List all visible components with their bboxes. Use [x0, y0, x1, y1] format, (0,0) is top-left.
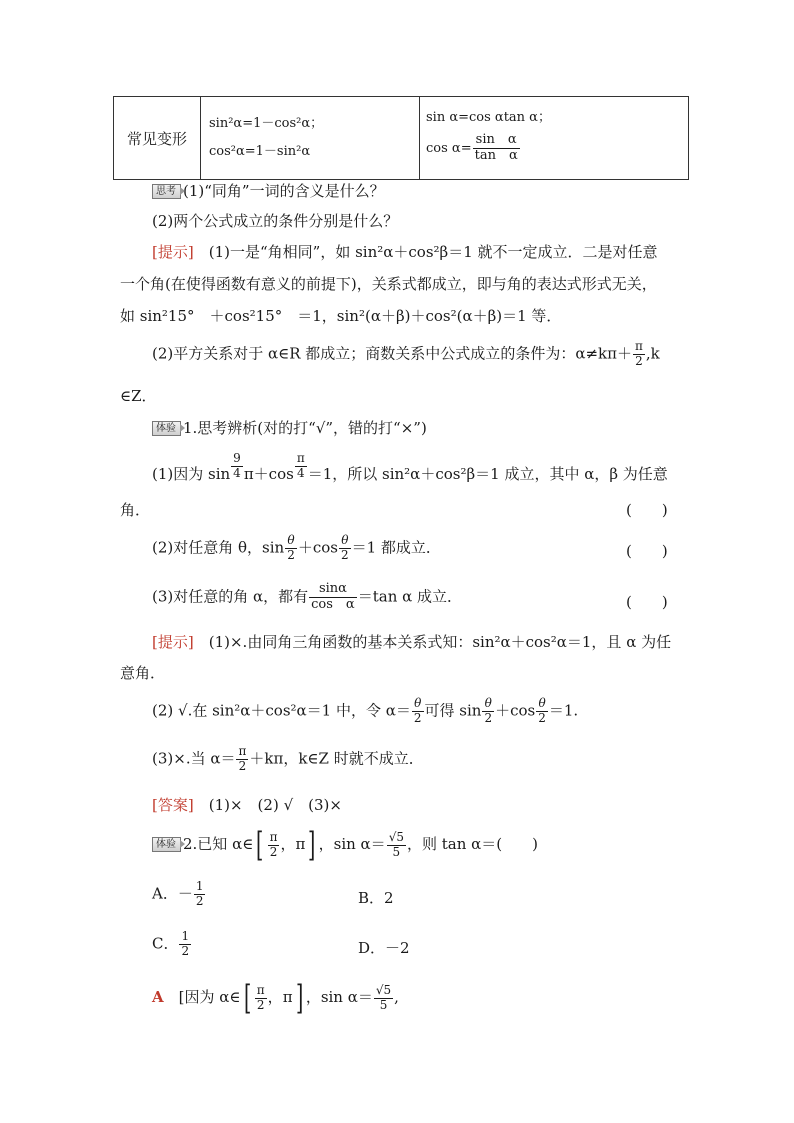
think-tag: 思考	[152, 184, 181, 199]
option-d[interactable]: D．－2	[358, 939, 410, 957]
table-cell-squared	[201, 97, 420, 180]
exp1-statement-1: (1)因为 sin $\frac{9}{4}$ π＋cos $\frac{\pi}{4}$ ＝1，所以 sin²α＋cos²β＝1 成立，其中 α，β 为任意	[152, 451, 668, 483]
option-c[interactable]: C． $\frac{1}{2}$	[152, 929, 190, 958]
option-b[interactable]: B．2	[358, 889, 394, 907]
exp1-hint-1-line2: 意角．	[120, 664, 166, 682]
think-question-2: (2)两个公式成立的条件分别是什么？	[152, 212, 399, 230]
exp1-statement-3: (3)对任意的角 α，都有 $\frac{\sin\alpha}{\text{cos α}}$ ＝tan α 成立．	[152, 581, 463, 612]
answer-paren-2: ( )	[626, 542, 668, 560]
answer-paren-1: ( )	[626, 501, 668, 519]
formula-cos-quotient: cos α= $\frac{\text{sin α}}{\text{tan α}}$	[426, 132, 518, 163]
answer-label: [答案]	[152, 796, 194, 814]
common-transform-table	[113, 96, 689, 180]
think-hint-1-line1: [提示] (1)一是“角相同”，如 sin²α＋cos²β＝1 就不一定成立．二是对任意	[152, 243, 658, 261]
think-question-1: 思考 (1)“同角”一词的含义是什么？	[152, 183, 385, 200]
quotient-denominator: tan α	[474, 148, 518, 163]
think-hint-2-line2: ∈Z．	[120, 387, 157, 405]
think-hint-1-line3: 如 sin²15° ＋cos²15° ＝1，sin²(α＋β)＋cos²(α＋β)＝1 等．	[120, 307, 562, 325]
solution-letter: A	[152, 988, 164, 1006]
hint-label: [提示]	[152, 243, 194, 261]
exp1-statement-2: (2)对任意角 θ，sin $\frac{\theta}{2}$ ＋cos $\frac{\theta}{2}$ ＝1 都成立．	[152, 533, 441, 562]
exp1-statement-1-line2: 角．	[120, 501, 151, 519]
experience-tag-2: 体验	[152, 837, 181, 852]
exp1-hint-3: (3)×.当 α＝ $\frac{\pi}{2}$ ＋kπ，k∈Z 时就不成立．	[152, 744, 424, 773]
formula-cos-squared: cos²α=1－sin²α	[209, 144, 311, 159]
experience-tag: 体验	[152, 421, 181, 436]
exp1-hint-2: (2) √.在 sin²α＋cos²α＝1 中，令 α＝ $\frac{\theta}{2}$ 可得 sin $\frac{\theta}{2}$ ＋cos $\frac{\theta}{2}$ ＝1.	[152, 696, 579, 725]
exp2-question: 体验 2.已知 α∈[ $\frac{\pi}{2}$ ，π] ，sin α＝ $\frac{√5}{5}$ ，则 tan α＝( )	[152, 830, 538, 860]
option-a[interactable]: A．－ $\frac{1}{2}$	[152, 879, 204, 908]
think-hint-1-line2: 一个角(在使得函数有意义的前提下)，关系式都成立，即与角的表达式形式无关，	[120, 275, 657, 293]
table-cell-quotient	[420, 97, 689, 180]
exp1-title: 体验 1.思考辨析(对的打“√”，错的打“×”)	[152, 420, 427, 437]
exp1-answer: [答案] (1)× (2) √ (3)×	[152, 796, 342, 814]
exp1-hint-1-line1: [提示] (1)×.由同角三角函数的基本关系式知：sin²α＋cos²α＝1，且 α 为任	[152, 633, 672, 651]
table-row-label: 常见变形	[114, 97, 201, 180]
answer-paren-3: ( )	[626, 593, 668, 611]
quotient-numerator: sin α	[473, 133, 520, 149]
formula-sin-squared: sin²α=1－cos²α；	[209, 116, 324, 131]
think-hint-2-line1: (2)平方关系对于 α∈R 都成立；商数关系中公式成立的条件为：α≠kπ＋ $\frac{\pi}{2}$ ,k	[152, 339, 660, 368]
formula-sin-tan: sin α=cos αtan α；	[426, 110, 551, 126]
exp2-solution: A [因为 α∈[ $\frac{\pi}{2}$ ，π] ，sin α＝ $\frac{√5}{5}$ ,	[152, 978, 399, 1018]
